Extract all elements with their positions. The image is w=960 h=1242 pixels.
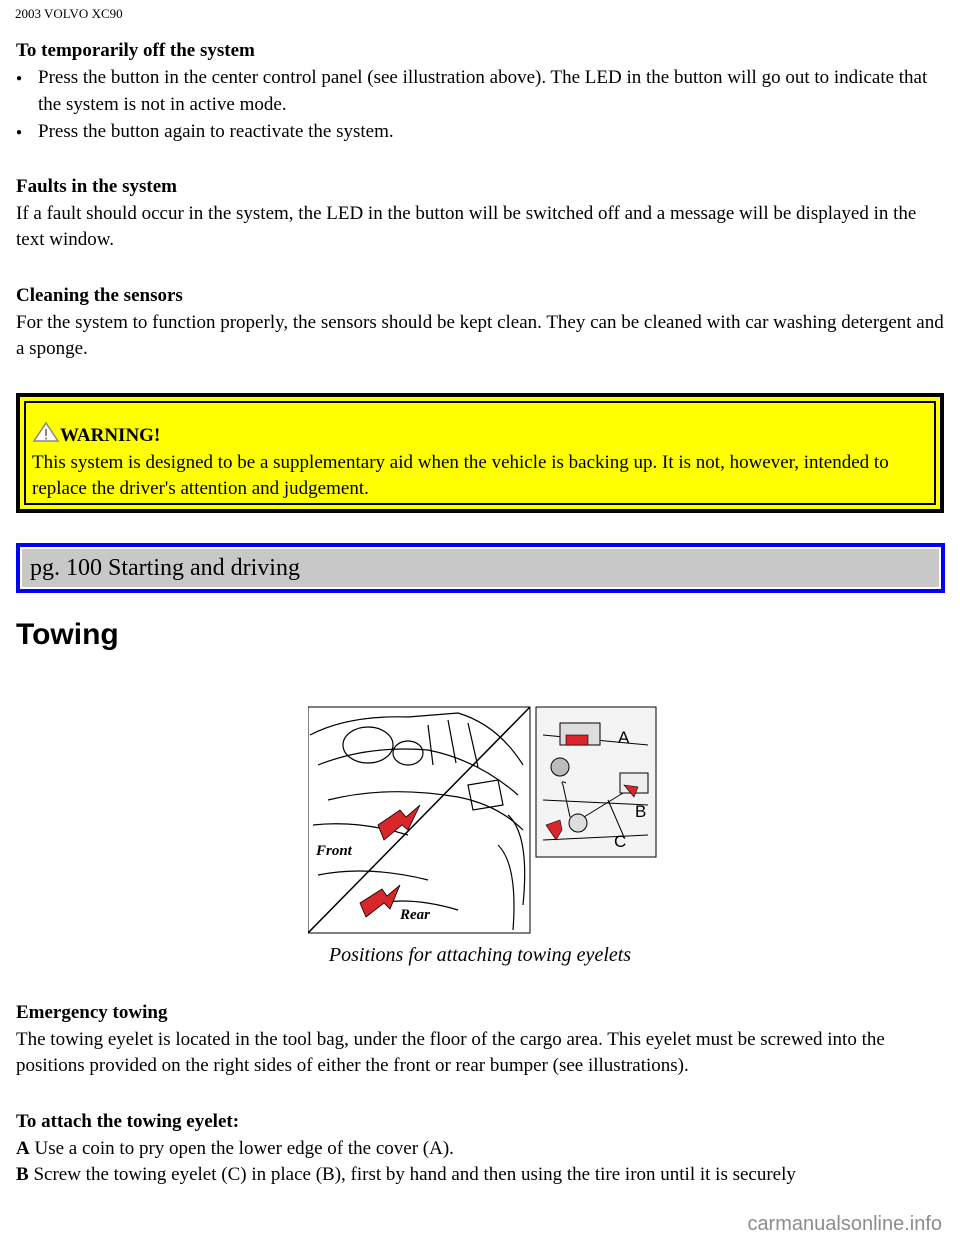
- warning-triangle-icon: [32, 421, 60, 443]
- bullet-icon: [16, 119, 38, 147]
- document-header: 2003 VOLVO XC90: [15, 6, 123, 21]
- label-a: A: [618, 728, 630, 747]
- attach-section: [16, 1109, 946, 1189]
- emergency-section: [16, 1000, 946, 1080]
- towing-illustration: [308, 705, 658, 935]
- bullet-item: ●Press the button again to reactivate the system.: [16, 119, 946, 147]
- warning-title: WARNING!: [60, 425, 161, 446]
- faults-heading: Faults in the system: [16, 176, 177, 197]
- watermark: carmanualsonline.info: [747, 1213, 942, 1235]
- attach-heading: To attach the towing eyelet:: [16, 1111, 240, 1132]
- warning-inner: [24, 401, 936, 505]
- figure-caption: Positions for attaching towing eyelets: [328, 944, 632, 966]
- cleaning-text: For the system to function properly, the sensors should be kept clean. They can be cleaned with car washing detergent and a sponge.: [16, 311, 944, 359]
- warning-text: This system is designed to be a supplementary aid when the vehicle is backing up. It is not, however, intended to replace the driver's attention and judgement.: [32, 451, 889, 499]
- warning-title-row: [32, 421, 928, 450]
- bullet-icon: [16, 65, 38, 93]
- cleaning-section: [16, 283, 946, 363]
- faults-text: If a fault should occur in the system, the LED in the button will be switched off and a message will be displayed in the text window.: [16, 202, 917, 250]
- faults-section: [16, 174, 946, 254]
- towing-figure: [308, 705, 658, 935]
- temp-off-section: [16, 38, 946, 146]
- emergency-heading: Emergency towing: [16, 1002, 168, 1023]
- cleaning-heading: Cleaning the sensors: [16, 285, 183, 306]
- towing-title: Towing: [16, 618, 119, 651]
- label-c: C: [614, 832, 627, 851]
- attach-step-b: B Screw the towing eyelet (C) in place (B), first by hand and then using the tire iron until it is securely: [16, 1164, 796, 1185]
- page-nav-label[interactable]: pg. 100 Starting and driving: [20, 547, 941, 589]
- page-nav-bar[interactable]: [16, 543, 945, 593]
- label-b: B: [635, 802, 647, 821]
- bullet-item: ●Press the button in the center control panel (see illustration above). The LED in the button will go out to indicate that the system is not in active mode.: [16, 65, 946, 119]
- front-label: Front: [316, 843, 352, 859]
- attach-step-a: A Use a coin to pry open the lower edge of the cover (A).: [16, 1137, 454, 1159]
- temp-off-heading: To temporarily off the system: [16, 40, 255, 61]
- emergency-text: The towing eyelet is located in the tool bag, under the floor of the cargo area. This eyelet must be screwed into the positions provided on the right sides of either the front or rear bumper (see illustrations).: [16, 1028, 885, 1076]
- rear-label: Rear: [400, 907, 430, 923]
- warning-box: [16, 393, 944, 513]
